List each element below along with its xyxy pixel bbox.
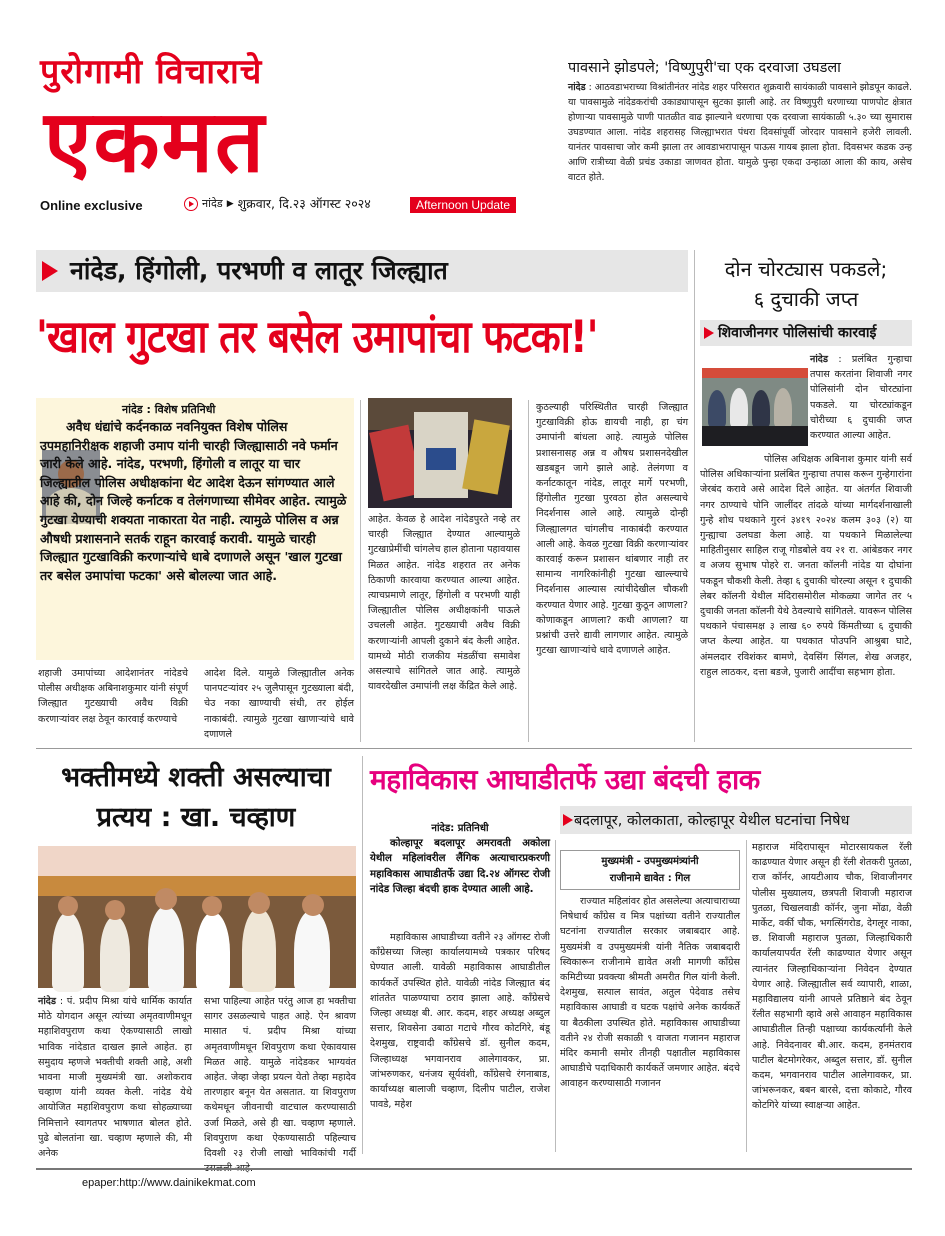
top-brief-text: : आठवडाभराच्या विश्रांतीनंतर नांदेड शहर परिसरात शुक्रवारी सायंकाळी पावसाने झोडपून काढले. या पावसामुळे नांदेडकरांची उकाड्यापासून सुटका झाली आहे. तर विष्णुपुरी धरणाच्या पाणपोट क्षेत्रात होणाऱ्या पावसामुळे पाणी पातळीत वाढ झाल्याने धरणाचा एक दरवाजा सायंकाळी ५.३० च्या सुमारास उघडण्यात आला. नांदेड शहरासह जिल्ह्याभरात पंधरा दिवसांपूर्वी जोरदार पावसाने हजेरी लावली. यानंतर पावसाचा जोर कमी झाला तर आवडाभरापासून पाऊस गायब झाला होता. दिवसभर कडक उन्ह आणि रात्रीच्या वेळी प्रचंड उकाडा जाणवत होता. यामुळे पुन्हा एकदा उन्हाळा आला की काय, असेच वाटत होते. bbox=[568, 82, 913, 183]
bandh-box-title-1: मुख्यमंत्री - उपमुख्यमंत्र्यांनी bbox=[601, 856, 699, 867]
theft-body-top-text: : प्रलंबित गुन्हाचा तपास करतांना शिवाजी नगर पोलिसांनी दोन चोरट्यांना पकडले. या चोरट्यांकडून चोरीच्या ६ दुचाकी जप्त करण्यात आल्या आहेत. bbox=[810, 354, 912, 442]
lead-byline: नांदेड : विशेष प्रतिनिधी bbox=[122, 403, 216, 416]
triangle-icon bbox=[563, 814, 573, 826]
lead-headline: 'खाल गुटखा तर बसेल उमापांचा फटका!' bbox=[36, 311, 598, 364]
masthead-logo: एकमत bbox=[44, 91, 267, 192]
theft-dateline: नांदेड bbox=[810, 354, 829, 365]
lead-kicker: नांदेड, हिंगोली, परभणी व लातूर जिल्ह्यात bbox=[70, 256, 448, 285]
epaper-link[interactable]: epaper:http://www.dainikekmat.com bbox=[82, 1177, 256, 1189]
bandh-headline: महाविकास आघाडीतर्फे उद्या बंदची हाक bbox=[370, 763, 760, 796]
triangle-icon bbox=[704, 327, 714, 339]
issue-date: शुक्रवार, दि.२३ ऑगस्ट २०२४ bbox=[237, 196, 371, 211]
triangle-icon bbox=[42, 261, 58, 281]
gutkha-photo bbox=[368, 398, 512, 508]
bhakti-col-1 bbox=[38, 994, 192, 1160]
bandh-box-title-2: राजीनामे द्यावेत : गिल bbox=[609, 873, 691, 884]
bandh-col-3: महाराज मंदिरापासून मोटारसायकल रॅली काढण्यात येणार असून ही रॅली शेतकरी पुतळा, राज कॉर्नर, आयटीआय चौक, शिवाजीनगर पोलीस मुख्यालय, छत्रपती शिवाजी महाराज पुतळा, चिखलवाडी कॉर्नर, जुना मोंढा, वेळी मार्केट, वर्की चौक, भगत्सिंगरोड, देगलूर नाका, छ. शिवाजी महाराज पुतळा, जिल्हाधिकारी कार्यालयापर्यंत रॅली काढण्यात येणार असून त्यानंतर जिल्हाधिकाऱ्यांना निवेदन देण्यात येणार आहे. जिल्ह्यातील सर्व व्यापारी, शाळा, महाविद्यालय यांनी आपले प्रतिष्ठाने बंद ठेवून रॅलीत सहभागी व्हावे असे आवाहन महाविकास आघाडीतील तिन्ही पक्षाच्या कार्यकर्त्यांनी केले आहे. निवेदनावर बी.आर. कदम, हनमंतराव पाटील बेटमोगरेकर, अब्दुल सत्तार, डॉ. सुनील कदम, भगवानराव पाटील आलेगावकर, प्रा. जांभरूनकर, बबन बारसे, दत्ता कोकाटे, गौरव कोटगिरे यांच्या स्वाक्षऱ्या आहेत. bbox=[752, 842, 912, 1112]
theft-kicker: शिवाजीनगर पोलिसांची कारवाई bbox=[718, 325, 877, 341]
bhakti-photo bbox=[38, 846, 356, 988]
bandh-byline: नांदेड: प्रतिनिधी bbox=[431, 823, 489, 834]
theft-body-top bbox=[700, 352, 912, 450]
theft-kicker-banner bbox=[700, 320, 912, 346]
bandh-kicker-banner bbox=[560, 806, 912, 834]
bandh-col-1: महाविकास आघाडीच्या वतीने २३ ऑगस्ट रोजी काँग्रेसच्या जिल्हा कार्यालयामध्ये पत्रकार परिषद घेण्यात आली. यावेळी महाविकास आघाडीतील कार्यकर्ते उपस्थित होते. यावेळी नांदेड जिल्ह्यात बंद शांततेत पाळण्याचा ठराव झाला आहे. काँग्रेसचे जिल्हा अध्यक्ष बी. आर. कदम, शहर अध्यक्ष अब्दुल सत्तार, शिवसेना उबाठा गटाचे गौरव कोटगिरे, बंडू देशमुख, राष्ट्रवादी काँग्रेसचे डॉ. सुनील कदम, जिल्हाध्यक्ष भगवानराव आलेगावकर, प्रा. जांभरुणकर, धनंजय सूर्यवंशी, काँग्रेसचे रंगनाबाड, कार्याध्यक्ष बालाजी चव्हाण, दिलीप पाटील, राजेश पावडे, महेश bbox=[370, 932, 550, 1111]
dateline-location: नांदेड bbox=[202, 197, 223, 210]
lead-col-4: कुठल्याही परिस्थितीत चारही जिल्ह्यात गुटखाविक्री होऊ द्यायची नाही, हा चंग उमापांनी बांधला आहे. त्यामुळे पोलिस प्रशासनासह अन्न व औषध प्रशासनदेखील खडबडून जागे झाले आहे. तेलंगणा व कर्नाटकातून नांदेड, लातूर मार्गे परभणी, हिंगोलीत गुटखा पुरवठा होत असल्याचे निदर्शनास आले आहे. त्यामुळे दोन्ही जिल्ह्यालगत चांगलीच नाकाबंदी करण्यात आली आहे. केवळ गुटखा विक्री करणाऱ्यांवर कारवाई करून प्रशासन थांबणार नाही तर सामान्य नागरिकांनीही गुटखा खाल्ल्याचे निदर्शनास आल्यास त्यांचीदेखील चौकशी करण्यात येणार आहे. गुटखा कुठून आणला? कोणाकडून आणला? कधी आणला? या प्रश्नांची उत्तरे द्यावी लागणार आहेत. त्यामुळे गुटखा खाणाऱ्यांचे धावे दणाणले आहेत. bbox=[536, 402, 688, 657]
masthead-tagline: पुरोगामी विचाराचे bbox=[40, 52, 263, 92]
edition-badge: Afternoon Update bbox=[410, 197, 516, 213]
lead-intro-box bbox=[36, 398, 354, 660]
lead-col-3: आहेत. केवळ हे आदेश नांदेडपुरते नव्हे तर चारही जिल्ह्यात देण्यात आल्यामुळे गुटखाप्रेमींची चांगलेच हाल होताना पहावयास मिळत आहेत. नांदेड शहरात तर अनेक ठिकाणी कारवाया करण्यात आल्या आहेत. त्याचप्रमाणे लातूर, हिंगोली व परभणी याही जिल्ह्यातील पोलिस अधीक्षकांनी पाऊले उचलली आहेत. गुटख्याची अवैध विक्री करणाऱ्यांनी आपली दुकाने बंद केली आहेत. यामध्ये मोठी राजकीय मंडळींचा समावेश असल्याचे सांगितले जात आहे. त्यामुळे यावरदेखील उमापांनी लक्ष केंद्रित केले आहे. bbox=[368, 514, 520, 693]
bhakti-headline bbox=[36, 758, 356, 838]
bhakti-headline-line-2: प्रत्यय : खा. चव्हाण bbox=[96, 802, 296, 833]
top-brief bbox=[568, 58, 912, 233]
theft-headline-line-2: ६ दुचाकी जप्त bbox=[753, 287, 859, 311]
footer-rule bbox=[36, 1168, 912, 1170]
lead-intro: अवैध धंद्यांचे कर्दनकाळ नवनियुक्त विशेष पोलिस उपमहानिरीक्षक शहाजी उमाप यांनी चारही जिल्ह्यासाठी नवे फर्मान जारी केले आहे. नांदेड, परभणी, हिंगोली व लातूर या चार जिल्ह्यातील पोलिस अधीक्षकांना थेट आदेश देऊन सांगण्यात आले आहे की, दोन जिल्हे कर्नाटक व तेलंगणाच्या सीमेवर आहेत. त्यामुळे गुटखा येण्याची शक्यता नाकारता येत नाही. त्यामुळे पोलिस व अन्न औषधी प्रशासनाने सतर्क राहून कारवाई करावी. यामुळे चारही जिल्ह्यात गुटखाविक्री करणाऱ्यांचे धाबे दणाणले असून 'खाल गुटखा तर बसेल उमापांचा फटका' असे बोलल्या जात आहे. bbox=[40, 419, 347, 583]
top-brief-headline: पावसाने झोडपले; 'विष्णुपुरी'चा एक दरवाजा उघडला bbox=[568, 60, 841, 76]
lead-kicker-banner bbox=[36, 250, 688, 292]
masthead bbox=[36, 52, 511, 230]
top-brief-dateline: नांदेड bbox=[568, 82, 586, 93]
bhakti-headline-line-1: भक्तीमध्ये शक्ती असल्याचा bbox=[61, 762, 331, 793]
top-brief-body bbox=[568, 80, 912, 185]
bandh-intro-block bbox=[370, 822, 550, 926]
lead-col-1: शहाजी उमापांच्या आदेशानंतर नांदेडचे पोलीस अधीक्षक अबिनाशकुमार यांनी संपूर्ण जिल्ह्यात गुटख्याची अवैध विक्री करणाऱ्यांवर लक्ष ठेवून कारवाई करण्याचे bbox=[38, 668, 188, 725]
bandh-col-2: राज्यात महिलांवर होत असलेल्या अत्याचाराच्या निषेधार्थ काँग्रेस व मित्र पक्षांच्या वतीने राज्यातील घटनांना राज्यातील सरकार जबाबदार आहे. मुख्यमंत्री व उपमुख्यमंत्री यांनी नैतिक जबाबदारी स्विकारून राजीनामे द्यावेत अशी मागणी काँग्रेस कमिटीच्या प्रवक्त्या श्रीमती अमरीत गिल यांनी केली. देशमुख, सत्पाल सावंत, अतुल पेदेवाड तसेच महाविकास आघाडी व घटक पक्षांचे अनेक कार्यकर्ते या बैठकीला उपस्थित होते. महाविकास आघाडीच्या वतीने २४ रोजी सकाळी ९ वाजता गजानन महाराज मंदिर कमानी समोर तीनही पक्षातील महाविकास आघाडीचे पदाधिकारी कार्यकर्ते जमणार आहेत. बंदचे आवाहन करण्यासाठी गजानन bbox=[560, 896, 740, 1090]
bhakti-col-1-text: : पं. प्रदीप मिश्रा यांचे धार्मिक कार्यात मोठे योगदान असून त्यांच्या अमृतवाणीमधून महाशिवपुराण कथा ऐकण्यासाठी लाखो भाविक नांदेडात दाखल झाले आहेत. हा समुदाय म्हणजे भक्तीची शक्ती आहे, अशी भावना माजी मुख्यमंत्री खा. अशोकराव चव्हाण यांनी व्यक्त केली. नांदेड येथे आयोजित महाशिवपुराण कथा सोहळ्याच्या निमित्ताने स्वागतपर भाषणात बोलत होते. पुढे बोलतांना खा. चव्हाण म्हणाले की, मी अनेक bbox=[38, 996, 192, 1160]
bandh-intro: कोल्हापूर बदलापूर अमरावती अकोला येथील महिलांवरील लैंगिक अत्याचारप्रकरणी महाविकास आघाडीतर्फे उद्या दि.२४ ऑगस्ट रोजी नांदेड जिल्हा बंदची हाक देण्यात आली आहे. bbox=[370, 838, 550, 896]
date-line bbox=[184, 195, 371, 212]
theft-headline bbox=[700, 254, 912, 314]
lead-col-2: आदेश दिले. यामुळे जिल्ह्यातील अनेक पानपटऱ्यांवर २५ जुलैपासून गुटख्याला बंदी, चेउ नका खाण्याची संधी, तर होईल नाकाबंदी. त्यामुळे गुटखा खाणाऱ्यांचे धावे दणाणले bbox=[204, 668, 354, 740]
bhakti-dateline: नांदेड bbox=[38, 996, 57, 1007]
bhakti-col-2: सभा पाहिल्या आहेत परंतु आज हा भक्तीचा सागर उसळल्याचे पाहत आहे. ऐन श्रावण मासात पं. प्रदीप मिश्रा यांच्या अमृतवाणीमधून शिवपुराण कथा ऐकावयास मिळत आहे. यामुळे नांदेडकर भाग्यवंत आहेत. जेव्हा जेव्हा प्रयत्न येतो तेव्हा महादेव तारणहार बनून येत असतात. या शिवपुराण कथेमधून जीवनाची वाटचाल करण्यासाठी उर्जा मिळते, असे ही खा. चव्हाण म्हणाले. शिवपुराण कथा ऐकण्यासाठी पहिल्याच दिवशी २३ रोजी लाखो भाविकांची गर्दी bbox=[204, 996, 356, 1160]
bandh-kicker: बदलापूर, कोलकाता, कोल्हापूर येथील घटनांचा निषेध bbox=[574, 813, 850, 829]
theft-body: पोलिस अधिक्षक अबिनाश कुमार यांनी सर्व पोलिस अधिकाऱ्यांना प्रलंबित गुन्हाचा तपास करून गुन्हेगारांना जेरबंद करावे असे आदेश दिले आहेत. या अंतर्गत शिवाजी नगर ठाण्याचे पोनि जालींदर तांदळे यांच्या मार्गदर्शनाखाली गुन्हे शोध पथकाने गुरनं ३४१९ २०२४ कलम ३०३ (२) या गुन्ह्याचा उलघडा केला आहे. या पथकाने मिळालेल्या माहितीनुसार साहिल राजू गोडबोले वय २१ रा. आंबेडकर नगर व अजय सुभाष पोहरे रा. जनता कॉलनी नांदेड या दोघांना पकडून चौकशी केली. तेव्हा ६ दुचाकी चोरल्या असून १ दुचाकी लेबर कॉलनी येथील मंदिरासमोरील मोकळ्या जागेत तर ५ दुचाकी जनता कॉलनी येथे ठेवल्याचे सांगितले. यावरून पोलिस पथकाने पंचासमक्ष ३ लाख ६० रुपये किंमतीच्या ६ दुचाकी जप्त केल्या आहेत. या पथकात पोउपनि आश्रुबा घाटे, अंमलदार रविशंकर बामणे, देवसिंग सिंगल, शेख अजहर, राहुल लाठकर, दत्ता बडजे, पुजारी आदींचा सहभाग होता. bbox=[700, 454, 913, 678]
arrow-right-icon bbox=[184, 197, 198, 211]
triangle-icon: ▶ bbox=[226, 198, 234, 209]
bandh-box bbox=[560, 850, 740, 890]
theft-headline-line-1: दोन चोरट्यास पकडले; bbox=[724, 257, 888, 281]
online-label: Online exclusive bbox=[40, 198, 143, 213]
